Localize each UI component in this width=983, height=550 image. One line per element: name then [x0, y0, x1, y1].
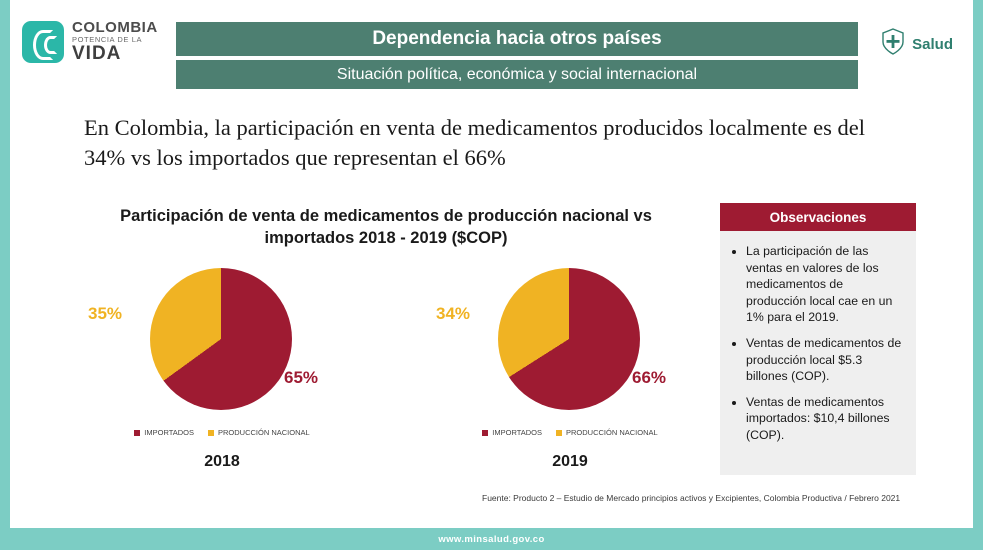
footer-bar: www.minsalud.gov.co: [10, 528, 973, 550]
legend-item-national: [556, 428, 658, 437]
pie-2018-year: 2018: [204, 453, 240, 470]
pie-slices-2019: [498, 268, 640, 410]
logo-line-2: POTENCIA DE LA: [72, 34, 143, 44]
minsalud-emblem-icon: [881, 28, 905, 61]
legend-label-imported: IMPORTADOS: [492, 428, 543, 437]
observation-item: • Ventas de medicamentos importados: $10,4 billones (COP).: [746, 394, 906, 444]
legend-label-national: PRODUCCIÓN NACIONAL: [566, 428, 658, 437]
observations-header: Observaciones: [720, 203, 916, 231]
legend-swatch-imported-icon: [134, 430, 140, 436]
colombia-logo: [22, 10, 182, 74]
minsalud-brand: [881, 28, 953, 61]
legend-2018: [72, 428, 372, 437]
observation-item: • La participación de las ventas en valores de los medicamentos de producción local cae en un 1% para el 2019.: [746, 243, 906, 326]
left-accent-bar: [0, 0, 10, 550]
legend-label-imported: IMPORTADOS: [144, 428, 195, 437]
lead-paragraph: En Colombia, la participación en venta de medicamentos producidos localmente es del 34% vs los importados que representan el 66%: [84, 115, 865, 170]
logo-line-3: VIDA: [72, 42, 122, 64]
minsalud-label: Salud: [912, 36, 953, 53]
slide-subtitle: Situación política, económica y social internacional: [176, 60, 858, 89]
pie-chart-2019: [420, 268, 720, 468]
legend-item-imported: [134, 428, 194, 437]
pie-2019-national-value: 34%: [436, 304, 471, 323]
pie-2018-imported-value: 65%: [284, 368, 319, 387]
pie-chart-2018: [72, 268, 372, 468]
observations-panel: [720, 203, 916, 475]
pie-slices-2018: [150, 268, 292, 410]
legend-2019: [420, 428, 720, 437]
right-accent-bar: [973, 0, 983, 550]
legend-item-imported: [482, 428, 542, 437]
legend-swatch-imported-icon: [482, 430, 488, 436]
legend-swatch-national-icon: [208, 430, 214, 436]
observation-item: • Ventas de medicamentos de producción local $5.3 billones (COP).: [746, 335, 906, 385]
pie-2019-year: 2019: [552, 453, 588, 470]
pie-2018-national-value: 35%: [88, 304, 123, 323]
source-note: Fuente: Producto 2 – Estudio de Mercado principios activos y Excipientes, Colombia Productiva / Febrero 2021: [482, 493, 901, 503]
legend-label-national: PRODUCCIÓN NACIONAL: [218, 428, 310, 437]
logo-line-1: COLOMBIA: [72, 19, 158, 37]
logo-text: [72, 20, 158, 64]
legend-swatch-national-icon: [556, 430, 562, 436]
legend-item-national: [208, 428, 310, 437]
observations-list: [720, 231, 916, 444]
slide-title: Dependencia hacia otros países: [176, 22, 858, 56]
pie-2019-imported-value: 66%: [632, 368, 667, 387]
colombia-wave-icon: [22, 21, 64, 63]
chart-title: Participación de venta de medicamentos de producción nacional vs importados 2018 - 2019 ($COP): [120, 207, 652, 248]
